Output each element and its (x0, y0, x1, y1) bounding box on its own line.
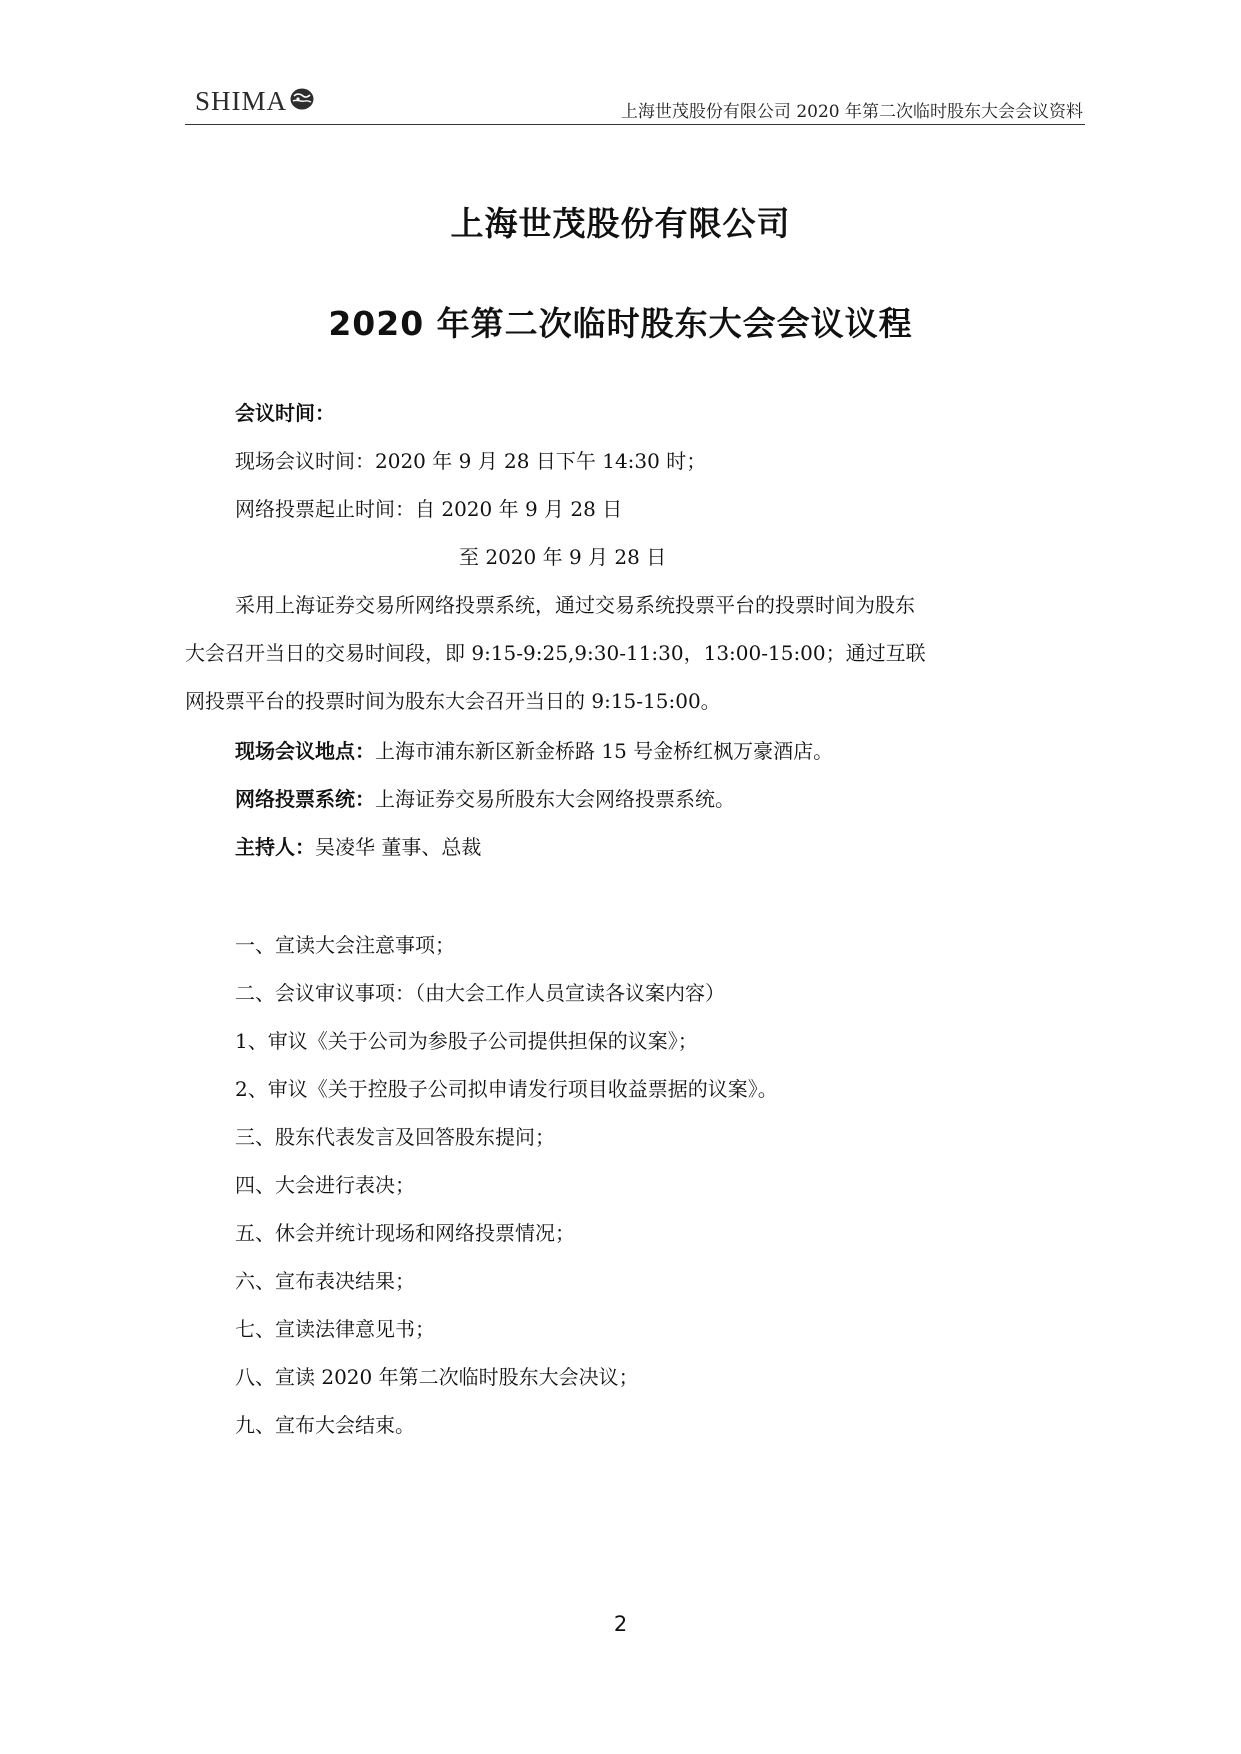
company-logo (195, 87, 315, 115)
online-system-line (235, 786, 735, 812)
agenda-item: 1、审议《关于公司为参股子公司提供担保的议案》； (235, 1029, 698, 1053)
onsite-time: 现场会议时间：2020 年 9 月 28 日下午 14:30 时； (235, 449, 707, 473)
host-line (235, 834, 481, 860)
agenda-item: 一、宣读大会注意事项； (235, 933, 455, 957)
host-value: 吴凌华 董事、总裁 (315, 835, 482, 859)
location-value: 上海市浦东新区新金桥路 15 号金桥红枫万豪酒店。 (375, 739, 834, 763)
agenda-item: 七、宣读法律意见书； (235, 1317, 435, 1341)
doc-title-agenda: 2020 年第二次临时股东大会会议议程 (328, 304, 913, 343)
meeting-time-label: 会议时间： (235, 401, 335, 425)
agenda-item: 四、大会进行表决； (235, 1173, 415, 1197)
online-system-value: 上海证券交易所股东大会网络投票系统。 (375, 787, 735, 811)
page-number: 2 (613, 1612, 628, 1636)
location-label: 现场会议地点： (235, 739, 375, 763)
agenda-item: 六、宣布表决结果； (235, 1269, 415, 1293)
online-vote-from: 网络投票起止时间：自 2020 年 9 月 28 日 (235, 497, 623, 521)
voting-desc-line-1: 采用上海证券交易所网络投票系统，通过交易系统投票平台的投票时间为股东 (235, 593, 915, 617)
voting-desc-line-3: 网投票平台的投票时间为股东大会召开当日的 9:15-15:00。 (185, 689, 721, 713)
agenda-item: 八、宣读 2020 年第二次临时股东大会决议； (235, 1365, 639, 1389)
voting-desc-line-2: 大会召开当日的交易时间段，即 9:15-9:25,9:30-11:30，13:00-15:00；通过互联 (185, 641, 926, 665)
globe-icon (289, 87, 315, 115)
page-header (185, 75, 1085, 125)
header-divider (185, 124, 1085, 125)
host-label: 主持人： (235, 835, 315, 859)
online-vote-to: 至 2020 年 9 月 28 日 (459, 545, 667, 569)
agenda-item: 三、股东代表发言及回答股东提问； (235, 1125, 555, 1149)
doc-title-company: 上海世茂股份有限公司 (450, 204, 791, 243)
header-title: 上海世茂股份有限公司 2020 年第二次临时股东大会会议资料 (620, 102, 1083, 122)
location-line (235, 738, 833, 764)
logo-wordmark: SHIMA (195, 86, 288, 116)
agenda-item: 2、审议《关于控股子公司拟申请发行项目收益票据的议案》。 (235, 1077, 778, 1101)
agenda-item: 九、宣布大会结束。 (235, 1413, 415, 1437)
agenda-item: 二、会议审议事项：（由大会工作人员宣读各议案内容） (235, 981, 725, 1005)
online-system-label: 网络投票系统： (235, 787, 375, 811)
agenda-item: 五、休会并统计现场和网络投票情况； (235, 1221, 575, 1245)
